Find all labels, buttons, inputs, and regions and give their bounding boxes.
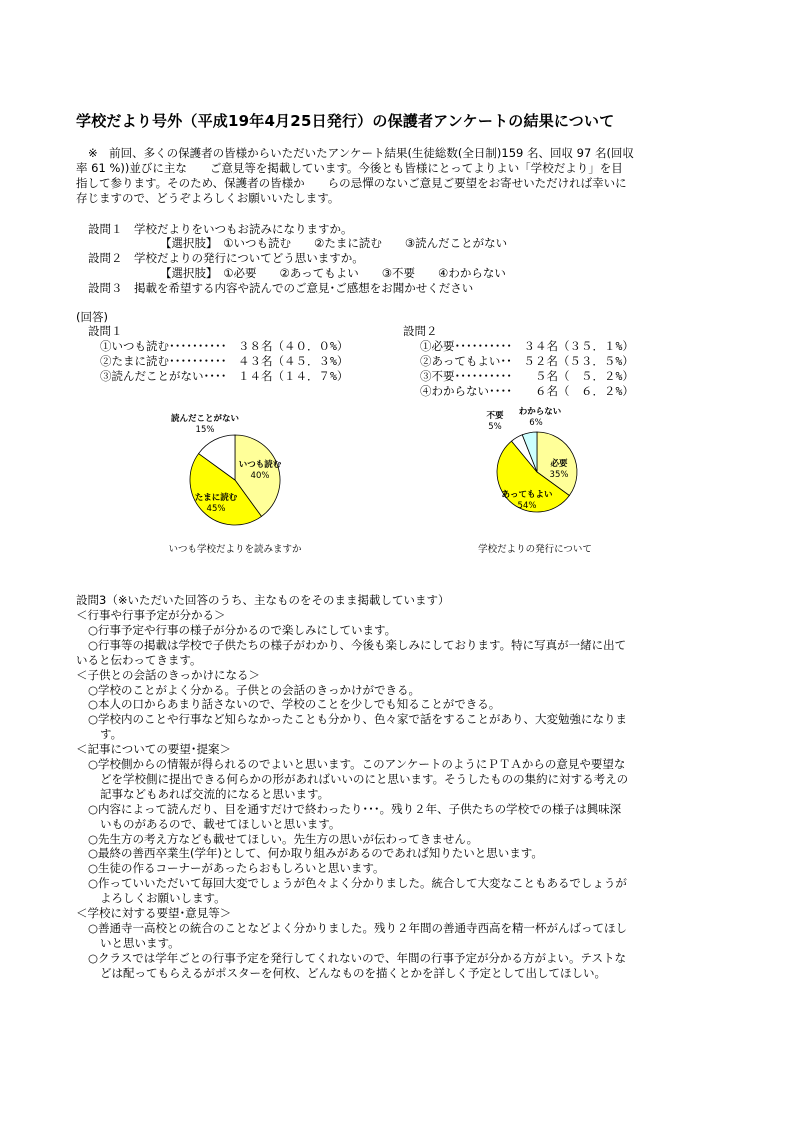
pie-slice-label: 不要	[486, 411, 504, 421]
question-1-options: 【選択肢】 ①いつも読む ②たまに読む ③読んだことがない	[160, 236, 508, 250]
q3-comment-line: 記事などもあれば交流的になると思います。	[100, 786, 330, 801]
q2-result-row: ③不要･･････････ ５名（ ５．２%）	[420, 369, 634, 383]
q3-category-line: ＜学校に対する要望･意見等＞	[76, 906, 232, 920]
pie-chart-caption: 学校だよりの発行について	[478, 544, 592, 555]
pie-slice-percent: 35%	[549, 470, 569, 480]
q1-result-row: ①いつも読む･･････････ ３８名（４０．０%）	[100, 339, 349, 353]
pie-chart-reading-svg	[140, 405, 340, 565]
pie-slice-label: あってもよい	[501, 490, 553, 500]
pie-chart-reading	[140, 405, 340, 565]
pie-slice-percent: 6%	[529, 418, 543, 428]
page-title: 学校だより号外（平成19年4月25日発行）の保護者アンケートの結果について	[76, 112, 615, 130]
pie-slice-label: いつも読む	[238, 460, 282, 470]
q3-comment-line: す。	[100, 727, 123, 742]
question-2-options: 【選択肢】 ①必要 ②あってもよい ③不要 ④わからない	[160, 266, 506, 280]
q3-comment-line: ○生徒の作るコーナーがあったらおもしろいと思います。	[88, 861, 385, 876]
q3-comment-line: いものがあるので、載せてほしいと思います。	[100, 816, 341, 831]
intro-line: 存じますので、どうぞよろしくお願いいたします。	[76, 191, 340, 205]
intro-line: 率 61 %))並びに主な ご意見等を掲載しています。今後とも皆様にとってよりよい「学校だより」を目	[76, 161, 623, 175]
q3-comment-line: ○作っていいただいて毎回大変でしょうが色々よく分かりました。統合して大変なこともあるでしょうが	[88, 876, 627, 891]
q3-comment-line: ○行事予定や行事の様子が分かるので楽しみにしています。	[88, 622, 397, 637]
pie-slice-percent: 45%	[206, 504, 226, 514]
q3-comment-line: ○行事等の掲載は学校で子供たちの様子がわかり、今後も楽しみにしております。特に写真が一緒に出て	[88, 637, 627, 652]
q3-comment-line: ○内容によって読んだり、目を通すだけで終わったり･･･。残り２年、子供たちの学校での様子は興味深	[88, 801, 622, 816]
question-2: 設問２ 学校だよりの発行についてどう思いますか。	[88, 251, 364, 265]
q3-comment-line: どは配ってもらえるがポスターを何枚、どんなものを描くとかを詳しく予定として出してほしい。	[100, 965, 606, 980]
q2-results-heading: 設問２	[403, 324, 438, 338]
q3-section-heading: 設問3（※いただいた回答のうち、主なものをそのまま掲載しています）	[76, 593, 450, 607]
pie-chart-publication-svg	[440, 405, 640, 565]
pie-slice-label: わからない	[518, 407, 562, 417]
q3-comment-line: ○本人の口からあまり話さないので、学校のことを少しでも知ることができる。	[88, 697, 501, 712]
intro-line: ※ 前回、多くの保護者の皆様からいただいたアンケート結果(生徒総数(全日制)159 名、回収 97 名(回収	[88, 146, 634, 160]
pie-slice-label: 必要	[550, 459, 568, 469]
q3-comment-line: ○学校のことがよく分かる。子供との会話のきっかけができる。	[88, 682, 421, 697]
pie-slice-percent: 15%	[195, 425, 215, 435]
q3-comment-line: ○クラスでは学年ごとの行事予定を発行してくれないので、年間の行事予定が分かる方がよい。テストな	[88, 950, 626, 965]
q3-comment-line: ○最終の善西卒業生(学年)として、何か取り組みがあるのであれば知りたいと思います。	[88, 846, 543, 861]
q3-category-line: いると伝わってきます。	[76, 652, 202, 667]
q3-comment-line: よろしくお願いします。	[100, 891, 226, 906]
pie-slice-percent: 54%	[517, 501, 537, 511]
q3-comment-line: どを学校側に提出できる何らかの形があればいいのにと思います。そうしたものの集約に対する考えの	[100, 771, 629, 786]
q3-comment-line: ○学校内のことや行事など知らなかったことも分かり、色々家で話をすることがあり、大変勉強になりま	[88, 712, 628, 727]
q3-comment-line: ○先生方の考え方なども載せてほしい。先生方の思いが伝わってきません。	[88, 831, 479, 846]
pie-slice-label: たまに読む	[194, 493, 238, 503]
q3-category-line: ＜行事や行事予定が分かる＞	[76, 608, 226, 622]
q2-result-row: ①必要･･････････ ３４名（３５．１%）	[420, 339, 634, 353]
q3-comment-line: いと思います。	[100, 935, 180, 950]
q2-result-row: ②あってもよい･･ ５２名（５３．５%）	[420, 354, 634, 368]
q3-category-line: ＜子供との会話のきっかけになる＞	[76, 667, 260, 682]
pie-chart-caption: いつも学校だよりを読みますか	[168, 544, 302, 555]
pie-chart-publication	[440, 405, 640, 565]
pie-slice-percent: 5%	[488, 422, 502, 432]
q3-category-line: ＜記事についての要望･提案＞	[76, 742, 232, 757]
question-3: 設問３ 掲載を希望する内容や読んでのご意見･ご感想をお聞かせください	[88, 281, 474, 295]
q1-result-row: ②たまに読む･･････････ ４３名（４５．３%）	[100, 354, 349, 368]
question-1: 設問１ 学校だよりをいつもお読みになりますか。	[88, 222, 353, 236]
intro-line: 指して参ります。そのため、保護者の皆様か らの忌憚のないご意見ご要望をお寄せいただければ幸いに	[76, 176, 627, 190]
answers-header: (回答)	[76, 310, 108, 324]
q2-result-row: ④わからない････ ６名（ ６．２%）	[420, 384, 634, 398]
q1-result-row: ③読んだことがない････ １４名（１４．７%）	[100, 369, 349, 383]
pie-slice-percent: 40%	[250, 471, 270, 481]
pie-slice-label: 読んだことがない	[170, 414, 240, 424]
q3-comment-line: ○学校側からの情報が得られるのでよいと思います。このアンケートのようにＰＴＡからの意見や要望な	[88, 757, 626, 771]
q1-results-heading: 設問１	[88, 324, 123, 338]
q3-comment-line: ○善通寺一高校との統合のことなどよく分かりました。残り２年間の善通寺西高を精一杯がんばってほし	[88, 920, 628, 935]
